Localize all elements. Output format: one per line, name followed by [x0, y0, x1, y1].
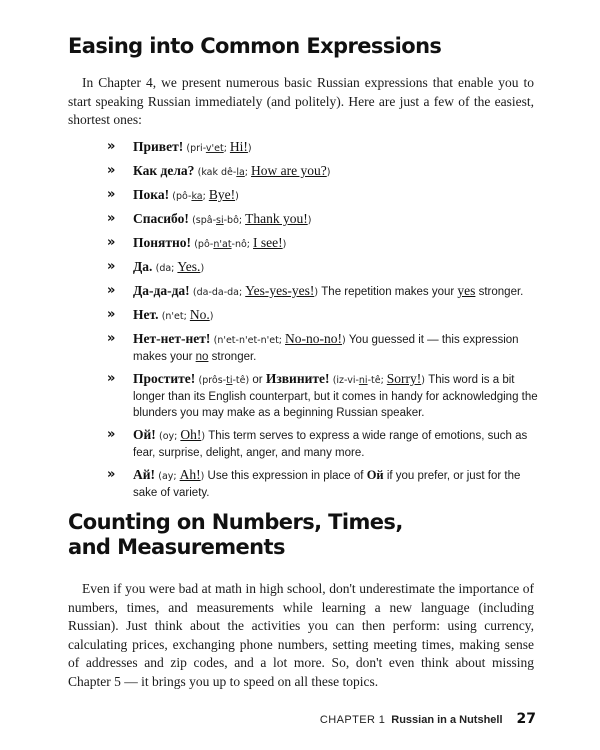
- pronunciation: (oy;: [158, 431, 181, 442]
- bullet-icon: »: [107, 235, 116, 250]
- russian-phrase: Да-да-да!: [133, 283, 190, 298]
- russian-phrase: Нет-нет-нет!: [133, 331, 211, 346]
- list-item: » Да-да-да! (da-da-da; Yes-yes-yes!) The repetition makes your yes stronger.: [107, 283, 524, 298]
- russian-phrase: Ой!: [133, 427, 156, 442]
- translation: Yes-yes-yes!: [245, 283, 315, 298]
- list-item: » Нет-нет-нет! (n'et-n'et-n'et; No-no-no!) You guessed it — this expression makes your no stronger.: [107, 331, 519, 363]
- numbers-text: Even if you were bad at math in high school, don't underestimate the importance of numbers, times, and measurements while learning a new language (including Russian). Just think about the activities you can then perform: using currency, calculating prices, exchanging phone numbers, setting meeting times, making sense of addresses and zip codes, and a lot more. So, don't even think about missing Chapter 5 — it brings you up to speed on all these topics.: [68, 581, 534, 689]
- list-item: » Понятно! (pô-n'at-nô; I see!): [107, 235, 287, 250]
- translation: Sorry!: [386, 371, 422, 386]
- pronunciation: (da-da-da;: [192, 287, 246, 298]
- section-heading-numbers: Counting on Numbers, Times, and Measurements: [68, 510, 403, 559]
- bullet-icon: »: [107, 427, 116, 442]
- note-text: This term serves to express a wide range of emotions, such as fear, surprise, delight, anger, and many more.: [133, 430, 528, 459]
- list-item: » Пока! (pô-ka; Bye!): [107, 187, 239, 202]
- note-text: This word is a bit longer than its English counterpart, but it comes in handy for acknowledging the blunders you may make as a beginning Russian speaker.: [133, 374, 538, 419]
- pronunciation: (n'et-n'et-n'et;: [213, 335, 286, 346]
- russian-phrase: Извините!: [265, 371, 330, 386]
- bullet-icon: »: [107, 163, 116, 178]
- list-item: » Ай! (ay; Ah!) Use this expression in place of Ой if you prefer, or just for the sake of variety.: [107, 467, 521, 499]
- translation: How are you?: [251, 163, 327, 178]
- section-heading-expressions: Easing into Common Expressions: [68, 34, 442, 58]
- translation: I see!: [253, 235, 283, 250]
- list-item: » Нет. (n'et; No.): [107, 307, 214, 322]
- note-text: The repetition makes your yes stronger.: [318, 283, 524, 298]
- bullet-icon: »: [107, 211, 116, 226]
- pronunciation: (n'et;: [161, 311, 190, 322]
- note-text: You guessed it — this expression makes your no stronger.: [133, 334, 519, 363]
- russian-phrase: Спасибо!: [133, 211, 189, 226]
- bullet-icon: »: [107, 307, 116, 322]
- russian-phrase: Привет!: [133, 139, 184, 154]
- russian-phrase: Как дела?: [133, 163, 195, 178]
- footer-chapter: CHAPTER 1: [319, 714, 386, 726]
- bullet-icon: »: [107, 283, 116, 298]
- translation: Yes.: [177, 259, 201, 274]
- list-item: » Да. (da; Yes.): [107, 259, 205, 274]
- pronunciation: (prôs-ti-tê): [198, 375, 250, 386]
- intro-text: In Chapter 4, we present numerous basic Russian expressions that enable you to start speaking Russian immediately (and politely). Here are just a few of the easiest, shortest ones:: [68, 75, 534, 127]
- pronunciation: (pô-ka;: [172, 191, 209, 202]
- pronunciation: (iz-vi-ni-tê;: [332, 375, 387, 386]
- bullet-icon: »: [107, 371, 116, 386]
- pronunciation: (kak dê-la;: [197, 167, 252, 178]
- numbers-paragraph: [68, 580, 534, 691]
- page-number: 27: [516, 711, 536, 727]
- list-item: » Привет! (pri-v'et; Hi!): [107, 139, 252, 154]
- russian-phrase: Пока!: [133, 187, 170, 202]
- bullet-icon: »: [107, 187, 116, 202]
- pronunciation: (da;: [155, 263, 178, 274]
- translation: Bye!: [208, 187, 236, 202]
- page-footer: [0, 711, 536, 727]
- russian-phrase: Понятно!: [133, 235, 191, 250]
- pronunciation: (pri-v'et;: [186, 143, 230, 154]
- bullet-icon: »: [107, 467, 116, 482]
- translation: Oh!: [180, 427, 202, 442]
- russian-phrase: Простите!: [133, 371, 196, 386]
- pronunciation: (spâ-si-bô;: [192, 215, 246, 226]
- intro-paragraph: [68, 74, 534, 130]
- pronunciation: (pô-n'at-nô;: [194, 239, 254, 250]
- list-item: » Спасибо! (spâ-si-bô; Thank you!): [107, 211, 312, 226]
- expression-list: [107, 139, 538, 507]
- footer-title: Russian in a Nutshell: [391, 714, 503, 726]
- translation: No.: [189, 307, 210, 322]
- russian-phrase: Да.: [133, 259, 153, 274]
- list-item: » Как дела? (kak dê-la; How are you?): [107, 163, 331, 178]
- translation: Hi!: [229, 139, 248, 154]
- note-text: Use this expression in place of Ой if you prefer, or just for the sake of variety.: [133, 468, 521, 499]
- bullet-icon: »: [107, 259, 116, 274]
- translation: Thank you!: [245, 211, 308, 226]
- russian-phrase: Ай!: [133, 467, 156, 482]
- pronunciation: (ay;: [158, 471, 180, 482]
- translation: No-no-no!: [285, 331, 343, 346]
- translation: Ah!: [179, 467, 201, 482]
- bullet-icon: »: [107, 139, 116, 154]
- list-item: » Ой! (oy; Oh!) This term serves to express a wide range of emotions, such as fear, surprise, delight, anger, and many more.: [107, 427, 528, 459]
- bullet-icon: »: [107, 331, 116, 346]
- russian-phrase: Нет.: [133, 307, 159, 322]
- list-item: » Простите! (prôs-ti-tê) or Извините! (iz-vi-ni-tê; Sorry!) This word is a bit longer than its English counterpart, but it comes in handy for acknowledging the blunders you may make as a beginning Russian speaker.: [107, 371, 538, 419]
